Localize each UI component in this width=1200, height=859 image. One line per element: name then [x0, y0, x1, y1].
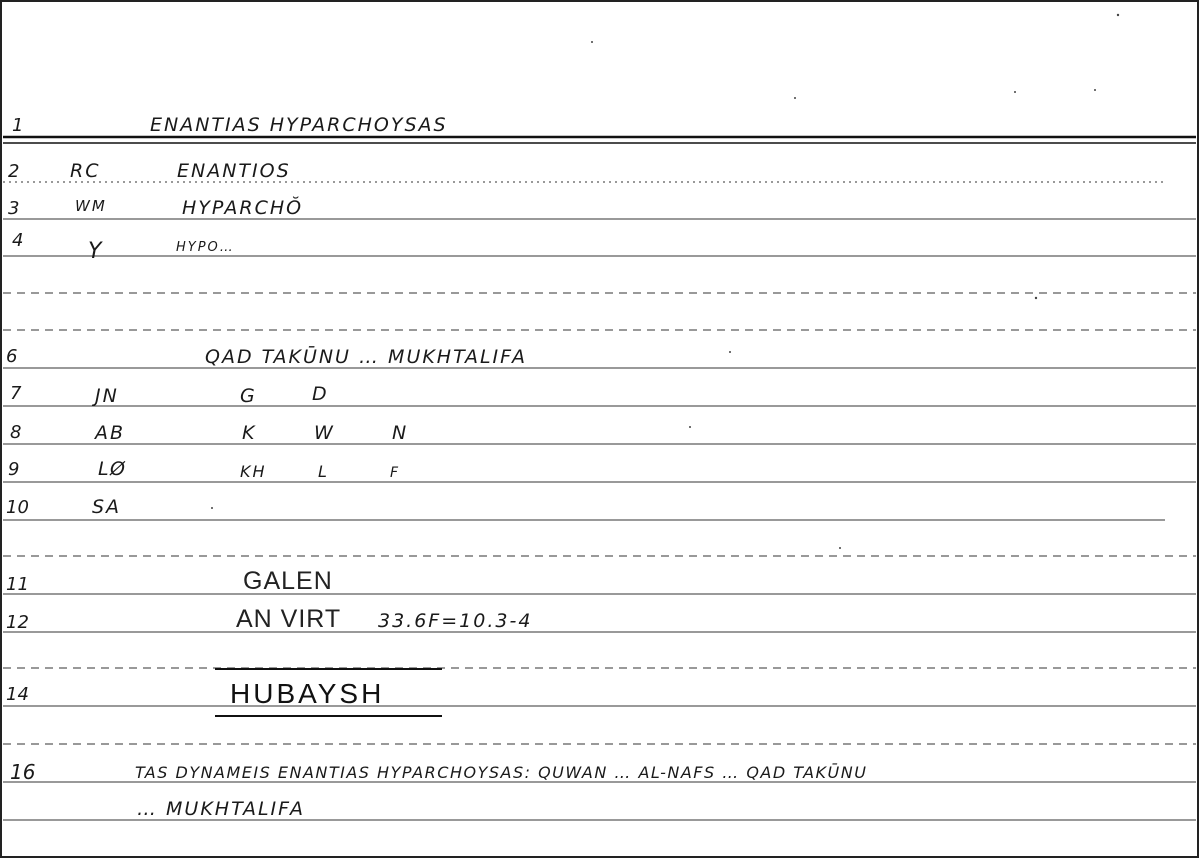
- full-text-line: TAS DYNAMEIS ENANTIAS HYPARCHOYSAS: QUWAN … AL-NAFS … QAD TAKŪNU: [135, 763, 868, 782]
- siglum: JN: [95, 385, 119, 407]
- siglum: F: [390, 465, 401, 481]
- arabic-lemma: QAD TAKŪNU … MUKHTALIFA: [205, 346, 527, 368]
- row-number: 7: [10, 383, 22, 404]
- work-stamp: AN VIRT: [236, 605, 342, 633]
- source-reference: 33.6F=10.3-4: [378, 610, 533, 632]
- siglum: N: [392, 422, 409, 444]
- row-number: 2: [8, 161, 20, 182]
- siglum: K: [242, 422, 257, 444]
- siglum: WM: [75, 197, 107, 215]
- lemma: HYPARCHŎ: [182, 197, 304, 219]
- row-number: 12: [6, 612, 29, 633]
- full-text-line: … MUKHTALIFA: [137, 798, 305, 820]
- siglum: G: [240, 385, 257, 407]
- row-number: 1: [12, 115, 24, 136]
- translator-stamp: HUBAYSH: [230, 678, 385, 709]
- row-number: 4: [12, 230, 24, 251]
- siglum: D: [312, 383, 329, 405]
- siglum: SA: [92, 496, 122, 518]
- siglum: L: [318, 462, 329, 481]
- row-number: 11: [6, 574, 29, 595]
- lemma: ENANTIOS: [177, 160, 291, 182]
- row-number: 9: [8, 459, 20, 480]
- row-number: 3: [8, 198, 20, 219]
- siglum: Y: [88, 239, 104, 264]
- row-number: 14: [6, 684, 29, 705]
- lemma: HYPO…: [176, 240, 235, 255]
- row-number: 6: [6, 346, 18, 367]
- row-number: 8: [10, 422, 22, 443]
- siglum: LØ: [98, 458, 127, 480]
- siglum: W: [314, 422, 335, 444]
- author-stamp: GALEN: [243, 567, 333, 595]
- siglum: AB: [95, 422, 126, 444]
- row-number: 16: [10, 760, 36, 784]
- card-heading: ENANTIAS HYPARCHOYSAS: [150, 114, 448, 136]
- row-number: 10: [6, 497, 29, 518]
- siglum: KH: [240, 462, 267, 481]
- siglum: RC: [70, 160, 101, 182]
